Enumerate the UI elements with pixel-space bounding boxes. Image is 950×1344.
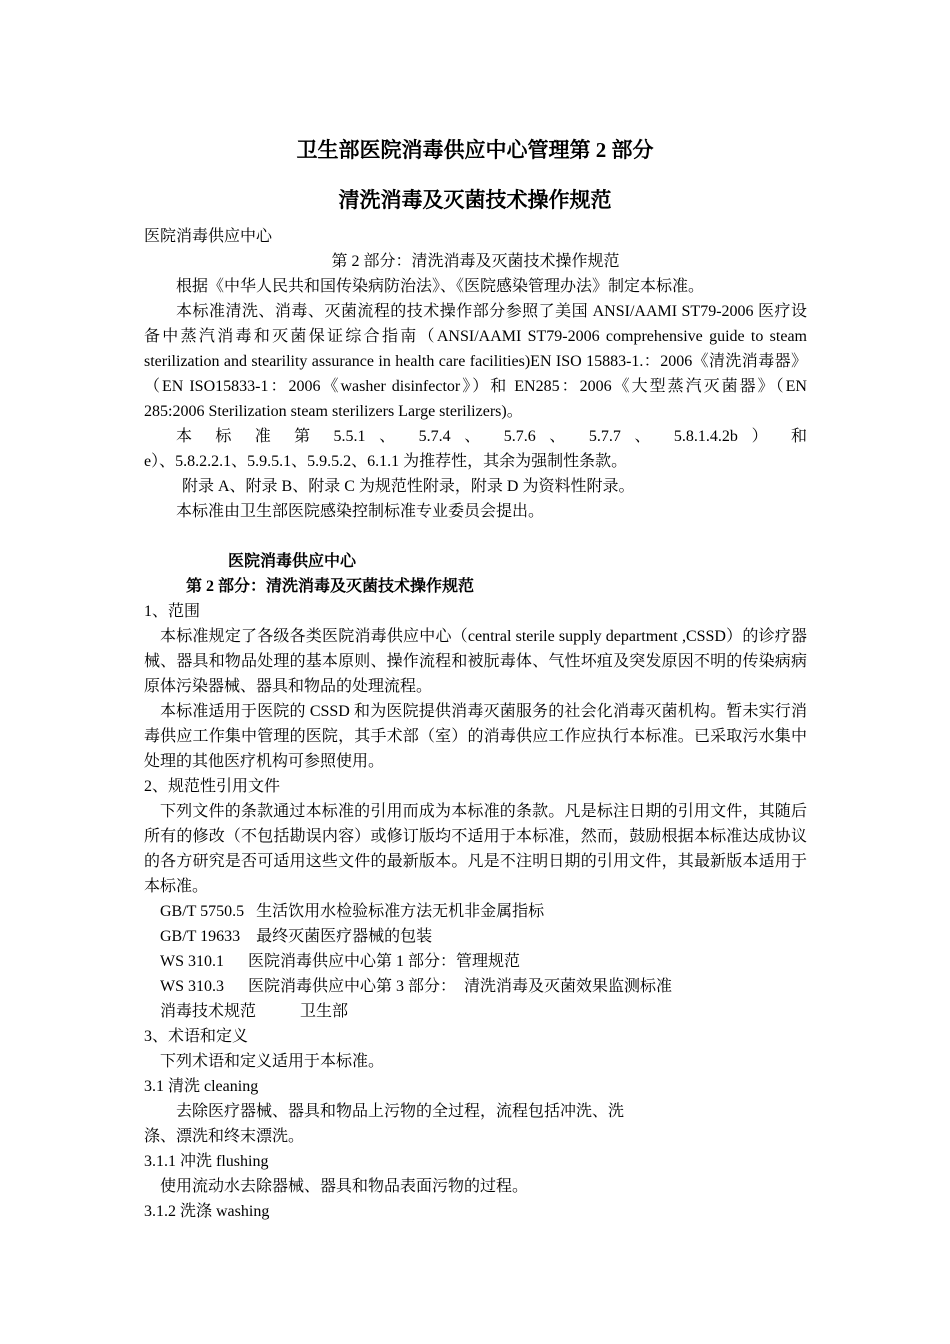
term-definition: 涤、漂洗和终末漂洗。 bbox=[144, 1128, 305, 1145]
document-title: 卫生部医院消毒供应中心管理第 2 部分 bbox=[296, 138, 654, 162]
intro-paragraph: 本标准由卫生部医院感染控制标准专业委员会提出。 bbox=[176, 503, 545, 520]
reference-item: WS 310.3 医院消毒供应中心第 3 部分： 清洗消毒及灭菌效果监测标准 bbox=[160, 978, 673, 995]
intro-paragraph: 本 标 准 第 5.5.1 、 5.7.4 、 5.7.6 、 5.7.7 、 5.8.1.4.2b ） 和 bbox=[176, 428, 807, 445]
term-definition: 去除医疗器械、器具和物品上污物的全过程，流程包括冲洗、洗 bbox=[176, 1103, 625, 1120]
term-heading: 3.1.2 洗涤 washing bbox=[144, 1203, 270, 1220]
term-definition: 使用流动水去除器械、器具和物品表面污物的过程。 bbox=[160, 1178, 529, 1195]
section-part-heading: 第 2 部分：清洗消毒及灭菌技术操作规范 bbox=[186, 578, 475, 595]
intro-paragraph: e）、5.8.2.2.1、5.9.5.1、5.9.5.2、6.1.1 为推荐性，其余为强制性条款。 bbox=[144, 453, 628, 470]
body-paragraph: 下列文件的条款通过本标准的引用而成为本标准的条款。凡是标注日期的引用文件，其随后所有的修改（不包括勘误内容）或修订版均不适用于本标准，然而，鼓励根据本标准达成协议的各方研究是否可适用这些文件的最新版本。凡是不注明日期的引用文件，其最新版本适用于本标准。 bbox=[144, 803, 807, 895]
reference-item: GB/T 19633 最终灭菌医疗器械的包装 bbox=[160, 928, 433, 945]
reference-item: GB/T 5750.5 生活饮用水检验标准方法无机非金属指标 bbox=[160, 903, 545, 920]
section-heading: 1、范围 bbox=[144, 603, 201, 620]
reference-item: WS 310.1 医院消毒供应中心第 1 部分：管理规范 bbox=[160, 953, 521, 970]
term-heading: 3.1 清洗 cleaning bbox=[144, 1078, 259, 1095]
body-paragraph: 下列术语和定义适用于本标准。 bbox=[160, 1053, 385, 1070]
intro-paragraph: 根据《中华人民共和国传染病防治法》、《医院感染管理办法》制定本标准。 bbox=[176, 278, 705, 295]
intro-paragraph: 本标准清洗、消毒、灭菌流程的技术操作部分参照了美国 ANSI/AAMI ST79-2006 医疗设备中蒸汽消毒和灭菌保证综合指南（ANSI/AAMI ST79-2006 comprehensive guide to steam sterilization and stearility assurance in health care facilities)EN ISO 15883-1.：2006《清洗消毒器》（EN ISO15833-1：2006《washer disinfector》）和 EN285：2006《大型蒸汽灭菌器》（EN 285:2006 Sterilization steam sterilizers Large sterilizers)。 bbox=[144, 303, 807, 420]
section-org-heading: 医院消毒供应中心 bbox=[228, 553, 357, 570]
org-line: 医院消毒供应中心 bbox=[144, 228, 273, 245]
body-paragraph: 本标准适用于医院的 CSSD 和为医院提供消毒灭菌服务的社会化消毒灭菌机构。暂未实行消毒供应工作集中管理的医院，其手术部（室）的消毒供应工作应执行本标准。已采取污水集中处理的其他医疗机构可参照使用。 bbox=[144, 703, 807, 770]
section-heading: 2、规范性引用文件 bbox=[144, 778, 281, 795]
part-title: 第 2 部分：清洗消毒及灭菌技术操作规范 bbox=[331, 253, 620, 270]
document-subtitle: 清洗消毒及灭菌技术操作规范 bbox=[338, 188, 612, 212]
intro-paragraph: 附录 A、附录 B、附录 C 为规范性附录，附录 D 为资料性附录。 bbox=[182, 478, 635, 495]
document-body bbox=[144, 224, 807, 1224]
term-heading: 3.1.1 冲洗 flushing bbox=[144, 1153, 269, 1170]
body-paragraph: 本标准规定了各级各类医院消毒供应中心（central sterile supply department ,CSSD）的诊疗器械、器具和物品处理的基本原则、操作流程和被朊毒体、气性坏疽及突发原因不明的传染病病原体污染器械、器具和物品的处理流程。 bbox=[144, 628, 807, 695]
reference-item: 消毒技术规范 卫生部 bbox=[160, 1003, 349, 1020]
section-heading: 3、术语和定义 bbox=[144, 1028, 249, 1045]
